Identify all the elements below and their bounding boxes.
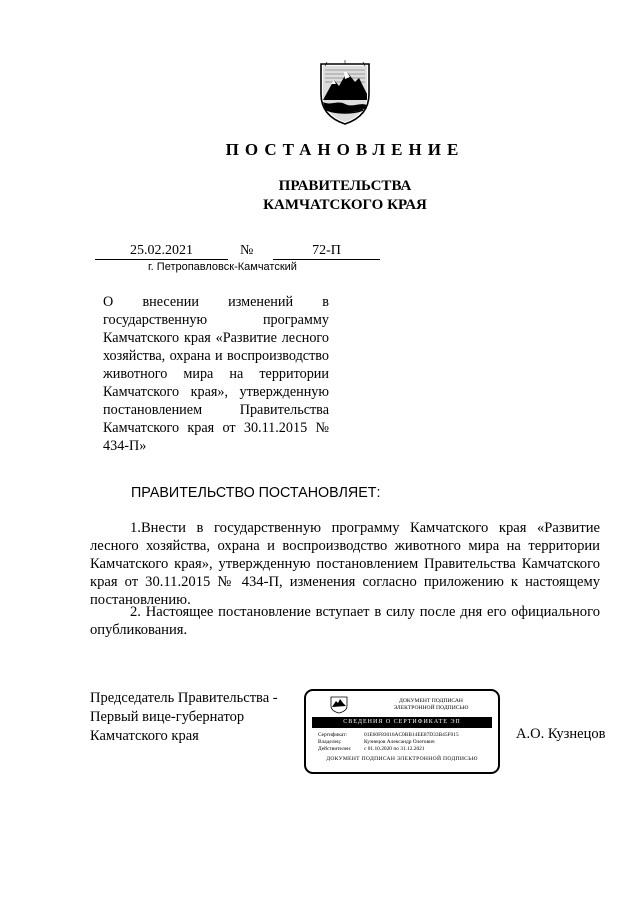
coat-of-arms-icon bbox=[317, 60, 373, 126]
stamp-owner-row bbox=[318, 739, 435, 746]
cert-value: 01E60F83016AC0BB14EE87D33B45F015 bbox=[364, 732, 459, 738]
stamp-cert-row bbox=[318, 732, 459, 739]
signer-name: А.О. Кузнецов bbox=[516, 726, 606, 742]
cert-label: Сертификат: bbox=[318, 732, 347, 738]
document-date: 25.02.2021 bbox=[95, 242, 228, 260]
document-number: 72-П bbox=[273, 242, 380, 260]
date-number-line bbox=[95, 242, 380, 260]
document-title: ПОСТАНОВЛЕНИЕ bbox=[225, 140, 465, 159]
paragraph-2: 2. Настоящее постановление вступает в силу после дня его официального опубликования. bbox=[90, 604, 600, 638]
number-sign: № bbox=[240, 243, 254, 258]
electronic-signature-stamp bbox=[304, 689, 500, 774]
position-line-1: Председатель Правительства - bbox=[90, 690, 278, 706]
stamp-heading-2: ЭЛЕКТРОННОЙ ПОДПИСЬЮ bbox=[393, 705, 469, 711]
stamp-heading-1: ДОКУМЕНТ ПОДПИСАН bbox=[399, 698, 463, 704]
position-line-3: Камчатского края bbox=[90, 728, 199, 744]
valid-value: с 01.10.2020 по 31.12.2021 bbox=[364, 746, 425, 752]
decree-heading: ПРАВИТЕЛЬСТВО ПОСТАНОВЛЯЕТ: bbox=[131, 485, 381, 501]
owner-label: Владелец: bbox=[318, 739, 342, 745]
stamp-validity-row bbox=[318, 746, 425, 753]
city: г. Петропавловск-Камчатский bbox=[148, 261, 297, 273]
document-subject: О внесении изменений в государственную программу Камчатского края «Развитие лесного хозяйства, охрана и воспроизводство животного мира на территории Камчатского края», утвержденную постановлением Правительства Камчатского края от 30.11.2015 № 434-П» bbox=[103, 294, 329, 454]
stamp-footer: ДОКУМЕНТ ПОДПИСАН ЭЛЕКТРОННОЙ ПОДПИСЬЮ bbox=[326, 756, 478, 762]
issuer-line-2: КАМЧАТСКОГО КРАЯ bbox=[263, 197, 427, 213]
valid-label: Действителен: bbox=[318, 746, 352, 752]
issuer-block bbox=[0, 177, 640, 215]
paragraph-1: 1.Внести в государственную программу Камчатского края «Развитие лесного хозяйства, охрана и воспроизводство животного мира на территории Камчатского края», утвержденную постановлением Правительства Камчатского края от 30.11.2015 № 434-П, изменения согласно приложению к настоящему постановлению. bbox=[90, 520, 600, 608]
stamp-emblem-icon bbox=[330, 696, 348, 714]
issuer-line-1: ПРАВИТЕЛЬСТВА bbox=[278, 178, 412, 194]
owner-value: Кузнецов Александр Олегович bbox=[364, 739, 435, 745]
position-line-2: Первый вице-губернатор bbox=[90, 709, 245, 725]
signatory-position bbox=[90, 689, 278, 746]
stamp-certificate-bar: СВЕДЕНИЯ О СЕРТИФИКАТЕ ЭП bbox=[312, 717, 492, 728]
